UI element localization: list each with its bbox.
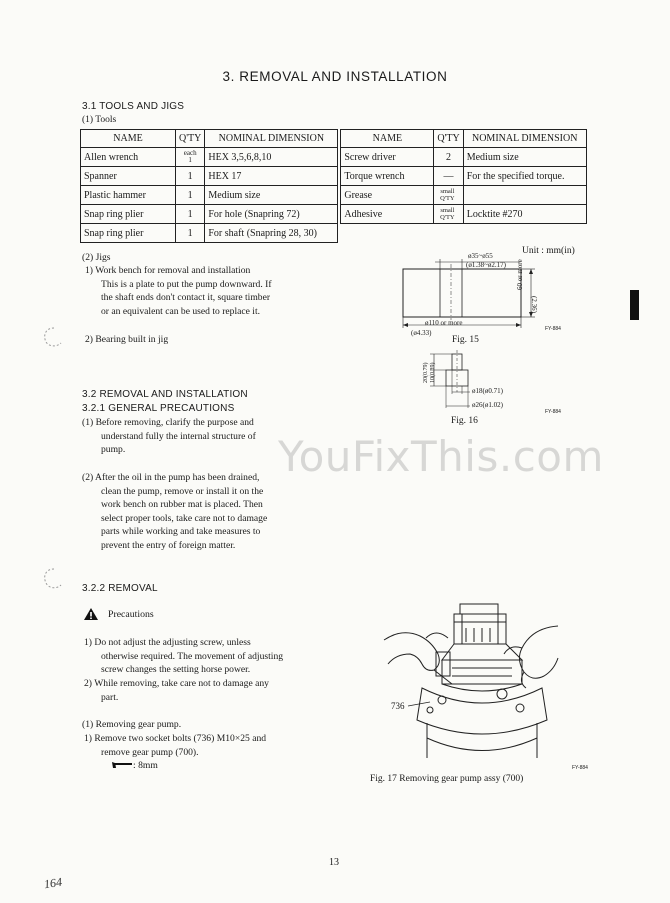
header-dimension: NOMINAL DIMENSION	[205, 130, 338, 148]
jigs-item-1-line: or an equivalent can be used to replace it.	[101, 305, 261, 317]
fig17-caption: Fig. 17 Removing gear pump assy (700)	[370, 774, 524, 784]
cell: Snap ring plier	[81, 205, 176, 224]
cell: For hole (Snapring 72)	[205, 205, 338, 224]
rem2-line: 1) Remove two socket bolts (736) M10×25 and	[84, 733, 267, 744]
gp1-line: pump.	[101, 444, 126, 456]
side-tab-marker	[630, 290, 639, 320]
cell: Adhesive	[341, 205, 434, 224]
gp1-line: (1) Before removing, clarify the purpose and	[82, 417, 254, 428]
fig16-caption: Fig. 16	[451, 416, 478, 426]
gp2-line: clean the pump, remove or install it on the	[101, 485, 264, 497]
wrench-size: : 8mm	[133, 760, 158, 771]
header-name-2: NAME	[341, 130, 434, 148]
fig16-dim-d2: ø26(ø1.02)	[472, 401, 503, 409]
precaution-1	[84, 636, 283, 677]
fig16-dim-h1: 20(0.79)	[423, 362, 429, 383]
gp2-line: prevent the entry of foreign matter.	[101, 539, 236, 551]
section-heading-3-2: 3.2 REMOVAL AND INSTALLATION	[82, 389, 248, 400]
removing-gear-pump-heading: (1) Removing gear pump.	[82, 719, 182, 730]
cell: Plastic hammer	[81, 186, 176, 205]
binder-hole-mark	[40, 326, 66, 348]
header-qty-2: Q'TY	[434, 130, 463, 148]
fig15-dim-bottom-in: (ø4.33)	[411, 329, 432, 337]
fig16-dim-h2: 10(0.39)	[430, 362, 436, 383]
gp1-line: understand fully the internal structure of	[101, 430, 256, 442]
fig17-code: FY-884	[572, 765, 588, 771]
cell: Torque wrench	[341, 167, 434, 186]
cell-qty: 1	[176, 167, 205, 186]
header-name: NAME	[81, 130, 176, 148]
cell-qty: 2	[434, 148, 463, 167]
cell: Medium size	[205, 186, 338, 205]
gp2-line: parts while working and take measures to	[101, 526, 261, 538]
removal-step-1	[84, 732, 266, 759]
cell-qty: 1	[176, 186, 205, 205]
cell	[463, 186, 586, 205]
cell: Screw driver	[341, 148, 434, 167]
cell: Allen wrench	[81, 148, 176, 167]
page-title: 3. REMOVAL AND INSTALLATION	[222, 69, 448, 84]
prec2-line: 2) While removing, take care not to damage any	[84, 678, 269, 689]
cell-qty: —	[434, 167, 463, 186]
fig16-code: FY-884	[545, 409, 561, 415]
unit-label: Unit : mm(in)	[522, 246, 575, 256]
fig15-dim-top: ø35~ø55	[468, 252, 493, 260]
fig15-dim-side-in: (2.36)	[530, 296, 538, 313]
cell: Grease	[341, 186, 434, 205]
section-heading-3-1: 3.1 TOOLS AND JIGS	[82, 101, 185, 112]
cell-qty: 1	[176, 205, 205, 224]
fig15-dim-side: 60 or more	[516, 259, 524, 290]
binder-hole-mark	[40, 567, 66, 591]
cell-qty: each 1	[176, 148, 205, 167]
prec1-line: otherwise required. The movement of adjusting	[101, 650, 284, 662]
jigs-item-1-line: the shaft ends don't contact it, square timber	[101, 292, 271, 304]
tools-table	[80, 129, 587, 243]
prec1-line: screw changes the setting horse power.	[101, 664, 251, 676]
page-number: 13	[329, 857, 339, 868]
general-precaution-2	[82, 471, 267, 553]
cell-qty: small Q'TY	[434, 186, 463, 205]
fig17-illustration	[382, 598, 562, 763]
table-row	[81, 186, 587, 205]
cell: Spanner	[81, 167, 176, 186]
prec1-line: 1) Do not adjust the adjusting screw, unless	[84, 637, 251, 648]
handwritten-note: 164	[43, 874, 63, 892]
prec2-line: part.	[101, 691, 119, 703]
section-heading-3-2-2: 3.2.2 REMOVAL	[82, 583, 158, 594]
section-heading-3-2-1: 3.2.1 GENERAL PRECAUTIONS	[82, 403, 235, 414]
watermark: YouFixThis.com	[278, 432, 604, 481]
table-header-row	[81, 130, 587, 148]
cell: For the specified torque.	[463, 167, 586, 186]
fig15-dim-bottom: ø110 or more	[425, 319, 463, 327]
jigs-item-1-line: 1) Work bench for removal and installation	[85, 265, 251, 276]
fig16-drawing	[420, 350, 500, 420]
jigs-item-1-line: This is a plate to put the pump downward. If	[101, 278, 272, 290]
cell: For shaft (Snapring 28, 30)	[205, 224, 338, 243]
rem2-line: remove gear pump (700).	[101, 746, 199, 758]
table-row	[81, 224, 587, 243]
allen-wrench-icon	[110, 760, 134, 770]
header-qty: Q'TY	[176, 130, 205, 148]
cell: HEX 3,5,6,8,10	[205, 148, 338, 167]
jigs-item-1	[85, 264, 272, 318]
gp2-line: (2) After the oil in the pump has been drained,	[82, 472, 260, 483]
table-row	[81, 148, 587, 167]
fig15-caption: Fig. 15	[452, 335, 479, 345]
fig15-dim-top-in: (ø1.38~ø2.17)	[466, 261, 506, 269]
general-precaution-1	[82, 416, 256, 457]
cell: HEX 17	[205, 167, 338, 186]
jigs-heading: (2) Jigs	[82, 252, 111, 263]
cell-qty: 1	[176, 224, 205, 243]
gp2-line: select proper tools, take care not to damage	[101, 512, 268, 524]
jigs-item-2: 2) Bearing built in jig	[85, 334, 169, 345]
warning-icon	[83, 607, 99, 621]
fig15-code: FY-884	[545, 326, 561, 332]
tools-heading: (1) Tools	[82, 115, 117, 125]
precaution-2	[84, 677, 269, 704]
cell: Locktite #270	[463, 205, 586, 224]
cell: Medium size	[463, 148, 586, 167]
precautions-heading: Precautions	[108, 609, 154, 620]
fig17-part-label: 736	[391, 701, 405, 711]
gp2-line: work bench on rubber mat is placed. Then	[101, 499, 263, 511]
header-dimension-2: NOMINAL DIMENSION	[463, 130, 586, 148]
fig16-dim-d1: ø18(ø0.71)	[472, 387, 503, 395]
table-row	[81, 205, 587, 224]
cell-qty: small Q'TY	[434, 205, 463, 224]
table-row	[81, 167, 587, 186]
cell: Snap ring plier	[81, 224, 176, 243]
